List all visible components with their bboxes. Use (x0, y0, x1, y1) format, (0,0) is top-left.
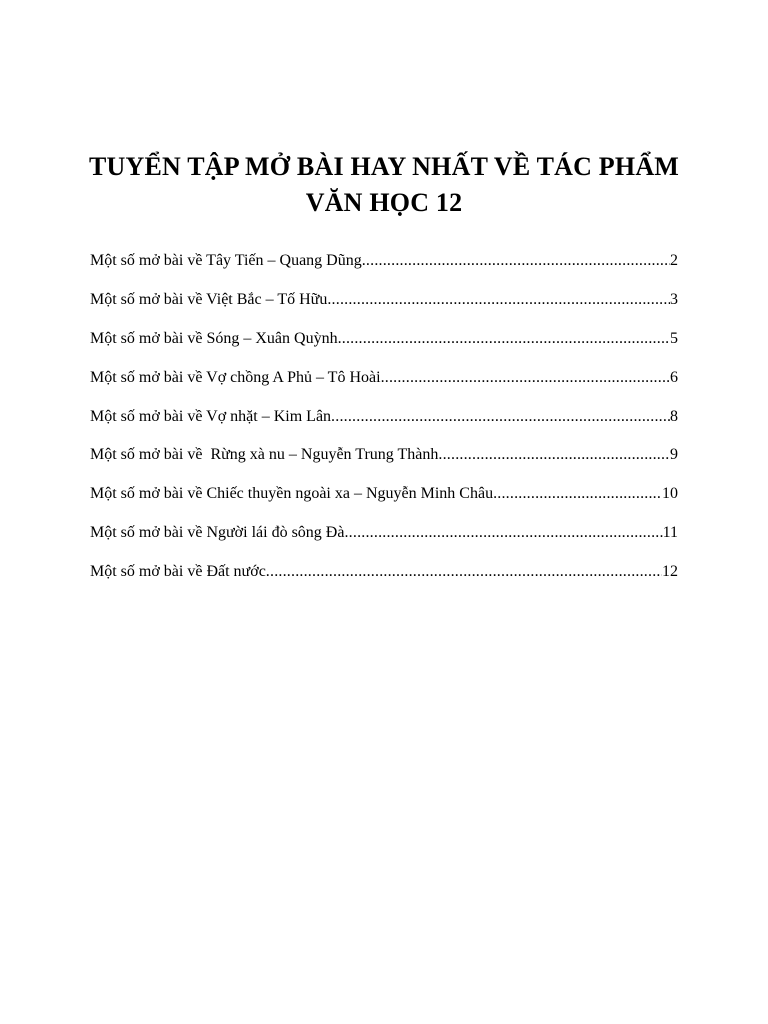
toc-dot-leader (493, 484, 662, 504)
toc-entry-rung-xa-nu[interactable] (90, 445, 678, 484)
toc-entry-vo-nhat[interactable] (90, 407, 678, 446)
toc-page-number: 6 (670, 368, 678, 386)
toc-entry-dat-nuoc[interactable] (90, 562, 678, 601)
toc-dot-leader (438, 445, 670, 465)
toc-page-number: 8 (670, 407, 678, 425)
toc-page-number: 9 (670, 446, 678, 464)
toc-page-number: 2 (670, 252, 678, 269)
toc-entry-chiec-thuyen-ngoai-xa[interactable] (90, 484, 678, 523)
toc-entry-song[interactable] (90, 329, 678, 368)
toc-page-number: 10 (662, 485, 678, 503)
toc-entry-vo-chong-a-phu[interactable] (90, 368, 678, 407)
title-line-2: VĂN HỌC 12 (305, 188, 463, 218)
toc-dot-leader (331, 407, 670, 427)
table-of-contents (90, 251, 678, 601)
toc-entry-nguoi-lai-do-song-da[interactable] (90, 523, 678, 562)
toc-page-number: 3 (670, 290, 678, 308)
toc-entry-label: Một số mở bài về Đất nước (90, 563, 266, 581)
toc-entry-label: Một số mở bài về Chiếc thuyền ngoài xa – Nguyễn Minh Châu (90, 485, 494, 503)
toc-page-number: 12 (662, 563, 678, 581)
toc-entry-label: Một số mở bài về Tây Tiến – Quang Dũng (90, 252, 362, 269)
title-line-1: TUYỂN TẬP MỞ BÀI HAY NHẤT VỀ TÁC PHẨM (88, 152, 680, 182)
toc-entry-label: Một số mở bài về Người lái đò sông Đà (90, 524, 345, 542)
toc-entry-label: Một số mở bài về Vợ nhặt – Kim Lân (90, 407, 332, 425)
toc-page-number: 5 (670, 329, 678, 347)
toc-dot-leader (266, 562, 662, 582)
toc-dot-leader (327, 290, 670, 310)
toc-entry-label: Một số mở bài về Vợ chồng A Phủ – Tô Hoài (90, 368, 381, 386)
toc-entry-viet-bac[interactable] (90, 290, 678, 329)
toc-entry-tay-tien[interactable] (90, 251, 678, 290)
toc-dot-leader (381, 368, 670, 388)
page-title (60, 149, 708, 221)
toc-dot-leader (338, 329, 670, 349)
toc-entry-label: Một số mở bài về Rừng xà nu – Nguyễn Trung Thành (90, 446, 439, 464)
toc-entry-label: Một số mở bài về Sóng – Xuân Quỳnh (90, 329, 338, 347)
toc-entry-label: Một số mở bài về Việt Bắc – Tố Hữu (90, 290, 328, 308)
toc-dot-leader (362, 251, 670, 271)
toc-page-number: 11 (662, 524, 678, 542)
toc-dot-leader (344, 523, 662, 543)
